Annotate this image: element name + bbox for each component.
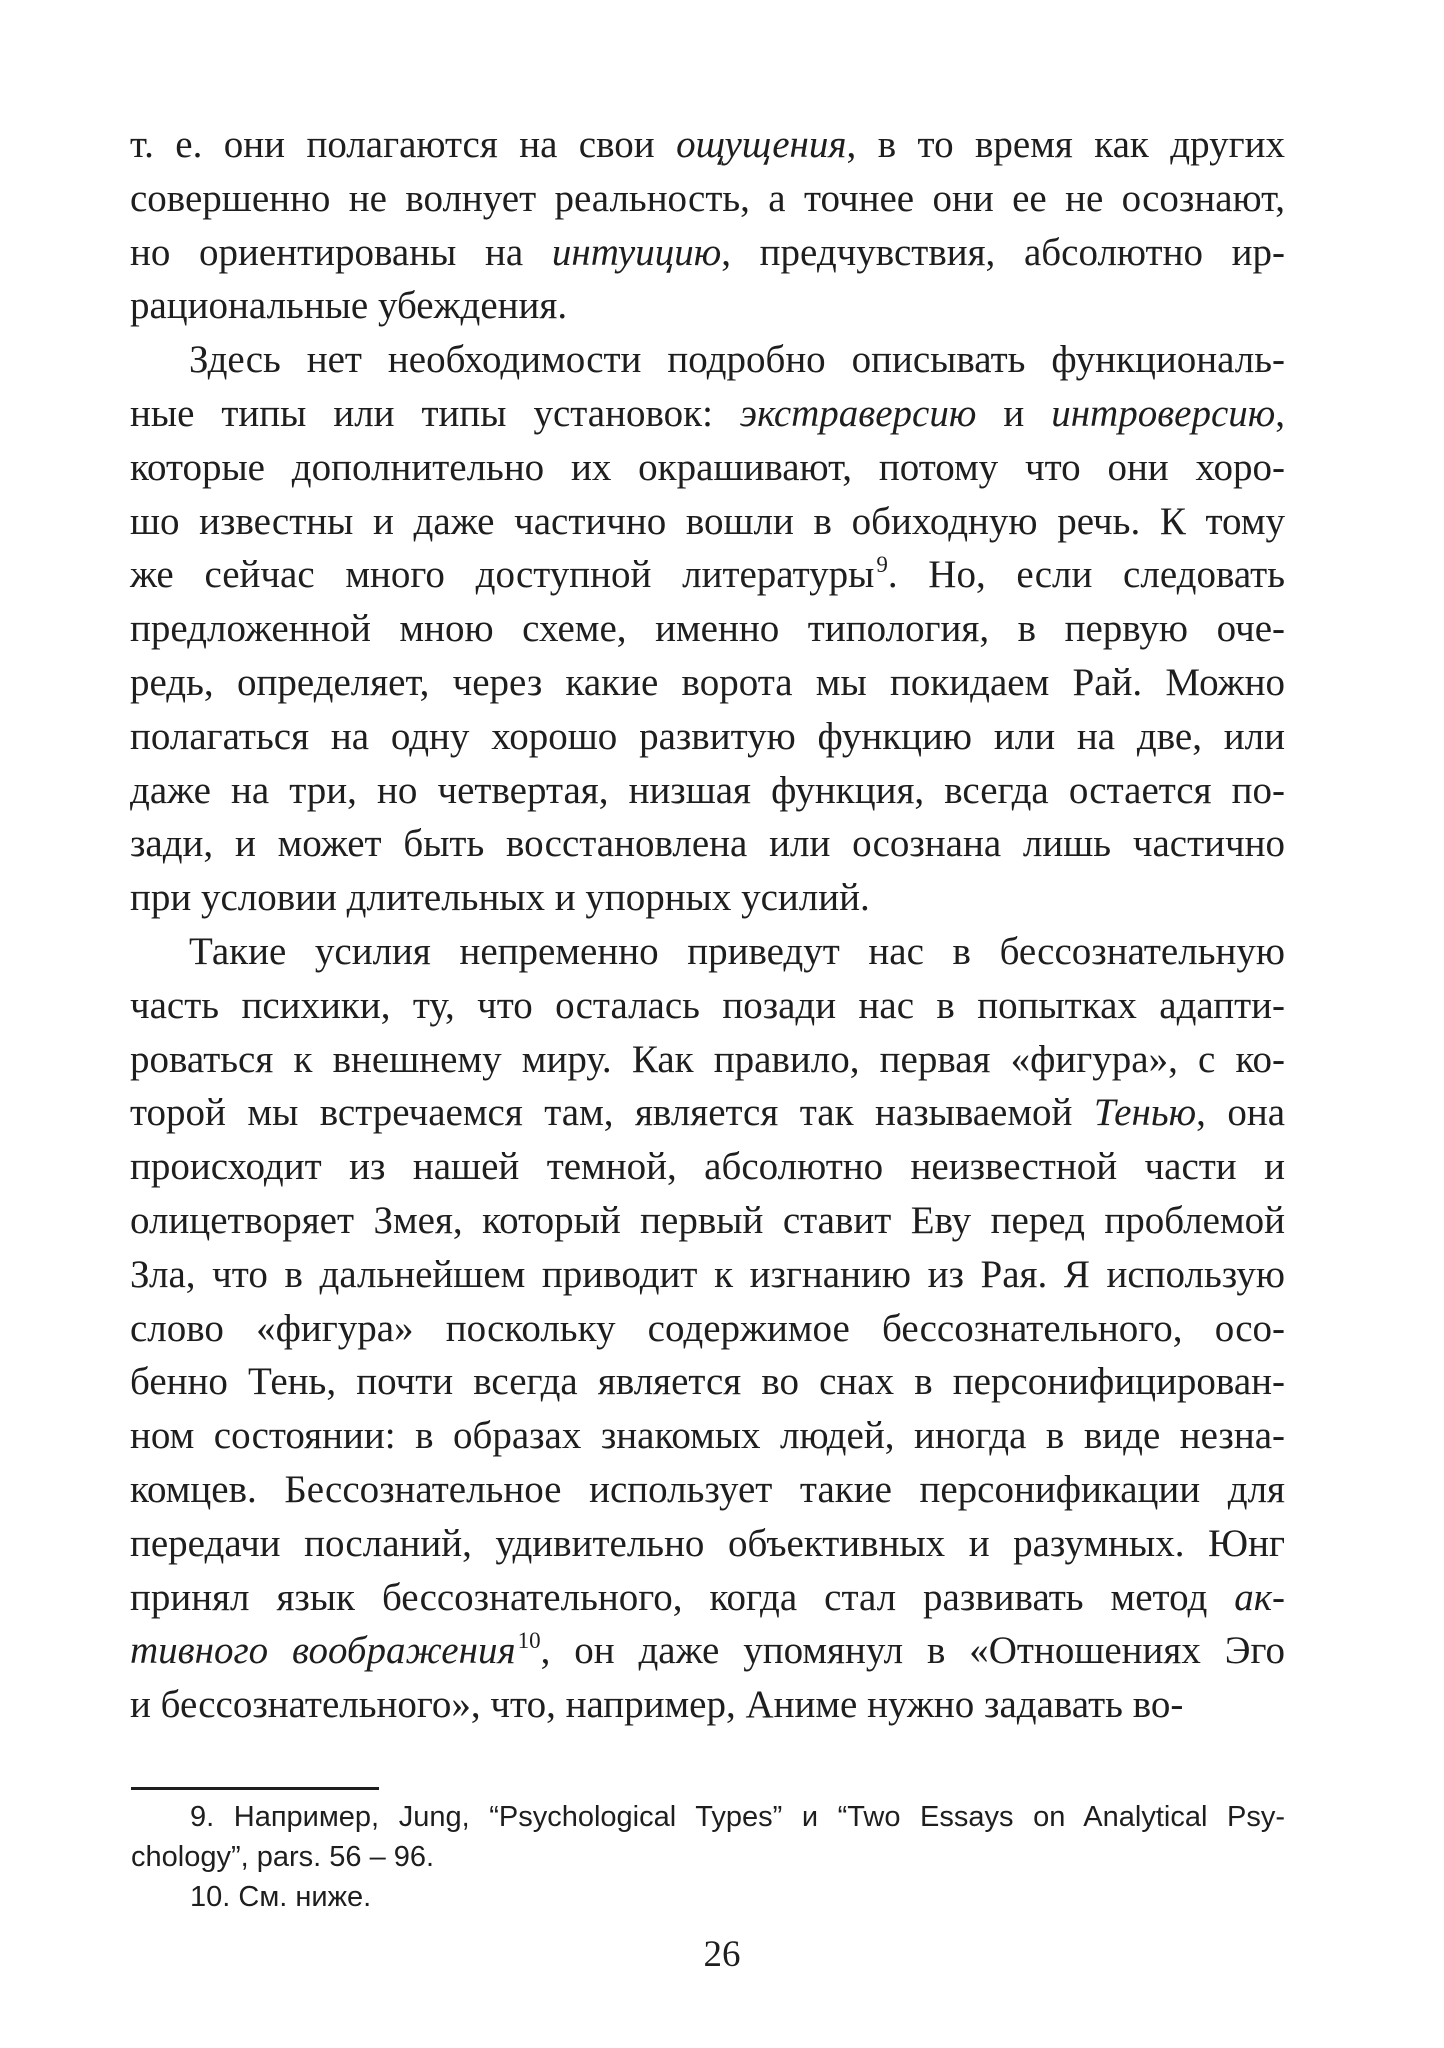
text-line: роваться к внешнему миру. Как правило, первая «фигура», с ко- xyxy=(130,1037,1285,1081)
text-line: ном состоянии: в образах знакомых людей, иногда в виде незна- xyxy=(130,1414,1285,1458)
text-line: принял язык бессознательного, когда стал развивать метод ак- xyxy=(130,1575,1285,1619)
text-line: олицетворяет Змея, который первый ставит Еву перед проблемой xyxy=(130,1198,1285,1242)
text-line: полагаться на одну хорошо развитую функцию или на две, или xyxy=(130,714,1285,758)
footnote-reference: 10 xyxy=(517,1628,541,1654)
text-line: рациональные убеждения. xyxy=(130,284,568,328)
footnote-9-line-2: chology”, pars. 56 – 96. xyxy=(131,1841,435,1873)
text-line: но ориентированы на интуицию, предчувствия, абсолютно ир- xyxy=(130,230,1285,274)
text-line: при условии длительных и упорных усилий. xyxy=(130,876,870,920)
page-number: 26 xyxy=(703,1934,741,1975)
text-line: которые дополнительно их окрашивают, потому что они хоро- xyxy=(130,445,1285,489)
paragraph-2 xyxy=(130,333,1285,925)
text-line: совершенно не волнует реальность, а точнее они ее не осознают, xyxy=(130,176,1285,220)
text-line: Зла, что в дальнейшем приводит к изгнанию из Рая. Я использую xyxy=(130,1252,1285,1296)
text-line: тивного воображения$^{10}$, он даже упомянул в «Отношениях Эго xyxy=(130,1628,1285,1673)
text-line: предложенной мною схеме, именно типология, в первую оче- xyxy=(130,607,1285,651)
text-line: слово «фигура» поскольку содержимое бессознательного, осо- xyxy=(130,1306,1285,1350)
text-line: Такие усилия непременно приведут нас в бессознательную xyxy=(189,929,1285,973)
text-line: бенно Тень, почти всегда является во снах в персонифицирован- xyxy=(130,1360,1285,1404)
text-line: часть психики, ту, что осталась позади нас в попытках адапти- xyxy=(130,983,1285,1027)
text-line: ные типы или типы установок: экстраверсию и интроверсию, xyxy=(130,391,1285,435)
italic-term: ак- xyxy=(1234,1575,1285,1619)
italic-term: Тенью xyxy=(1093,1091,1197,1135)
paragraph-1 xyxy=(130,118,1285,333)
text-line: и бессознательного», что, например, Аниме нужно задавать во- xyxy=(130,1683,1184,1727)
text-line: комцев. Бессознательное использует такие персонификации для xyxy=(130,1467,1285,1511)
italic-term: интуицию xyxy=(551,230,722,274)
text-line: происходит из нашей темной, абсолютно неизвестной части и xyxy=(130,1145,1285,1189)
text-line: же сейчас много доступной литературы$^9$. Но, если следовать xyxy=(130,552,1285,597)
text-line: Здесь нет необходимости подробно описывать функциональ- xyxy=(189,338,1285,382)
text-line: редь, определяет, через какие ворота мы покидаем Рай. Можно xyxy=(130,660,1285,704)
italic-term: ощущения xyxy=(676,123,847,166)
italic-term: экстраверсию xyxy=(739,391,977,435)
footnote-9-line-1: 9. Например, Jung, “Psychological Types” и “Two Essays on Analytical Psy- xyxy=(190,1801,1285,1833)
text-line: передачи посланий, удивительно объективных и разумных. Юнг xyxy=(130,1521,1285,1565)
footnote-10: 10. См. ниже. xyxy=(190,1881,372,1913)
italic-term: интроверсию xyxy=(1051,391,1276,435)
body-text xyxy=(130,118,1285,1732)
italic-term: тивного воображения xyxy=(130,1629,516,1673)
footnotes xyxy=(131,1797,1285,1917)
footnote-reference: 9 xyxy=(876,552,888,578)
paragraph-3 xyxy=(130,925,1285,1732)
text-line: т. е. они полагаются на свои ощущения, в то время как других xyxy=(130,123,1286,166)
footnote-separator xyxy=(131,1787,379,1790)
text-line: зади, и может быть восстановлена или осознана лишь частично xyxy=(130,822,1285,866)
text-line: торой мы встречаемся там, является так называемой Тенью, она xyxy=(130,1091,1286,1135)
text-line: даже на три, но четвертая, низшая функция, всегда остается по- xyxy=(130,768,1285,812)
text-line: шо известны и даже частично вошли в обиходную речь. К тому xyxy=(130,499,1285,543)
